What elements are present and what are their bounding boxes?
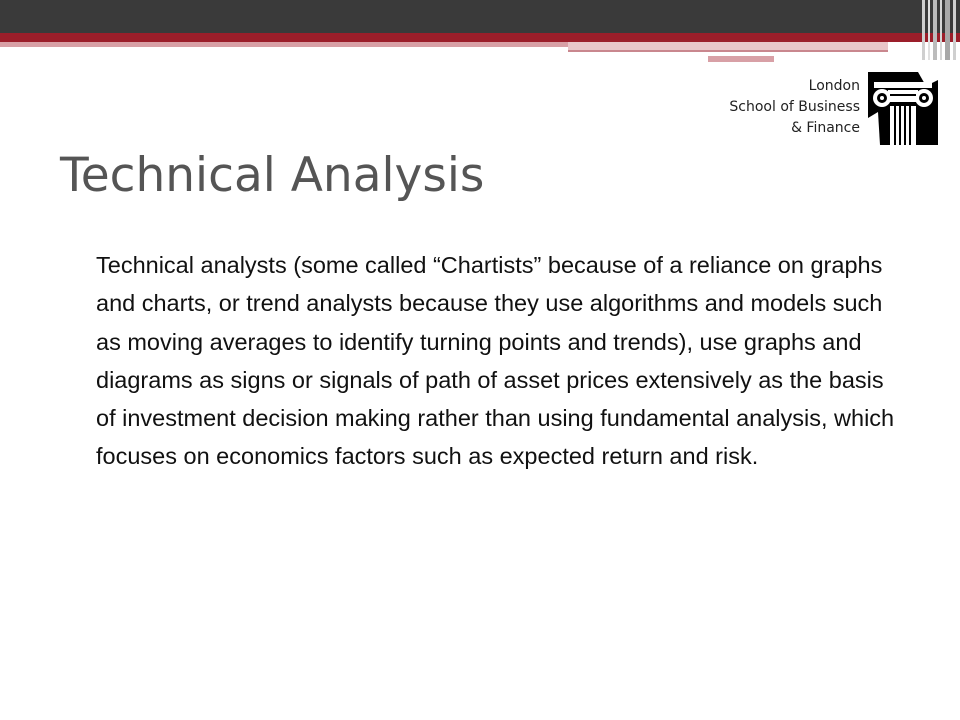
column-capital-icon — [868, 72, 938, 145]
logo-line-1: London — [808, 78, 860, 94]
header-bar-dark — [0, 0, 960, 33]
logo-line-2: School of Business — [729, 99, 860, 115]
header-bar-pink — [0, 42, 568, 47]
header-bar-pink-accent — [708, 56, 774, 62]
header-bar-thin — [568, 50, 888, 52]
header-bar-red — [0, 33, 960, 42]
header-stripes — [920, 0, 960, 60]
slide-body-text: Technical analysts (some called “Chartists” because of a reliance on graphs and charts, or trend analysts because they use algorithms and models such as moving averages to identify turning points and trends), use graphs and diagrams as signs or signals of path of asset prices extensively as the basis of investment decision making rather than using fundamental analysis, which focuses on economics factors such as expected return and risk. — [96, 252, 895, 470]
logo-line-3: & Finance — [791, 120, 860, 136]
header-bar-pink-light — [568, 42, 888, 50]
school-logo-text — [660, 76, 860, 139]
slide-title: Technical Analysis — [60, 148, 485, 203]
